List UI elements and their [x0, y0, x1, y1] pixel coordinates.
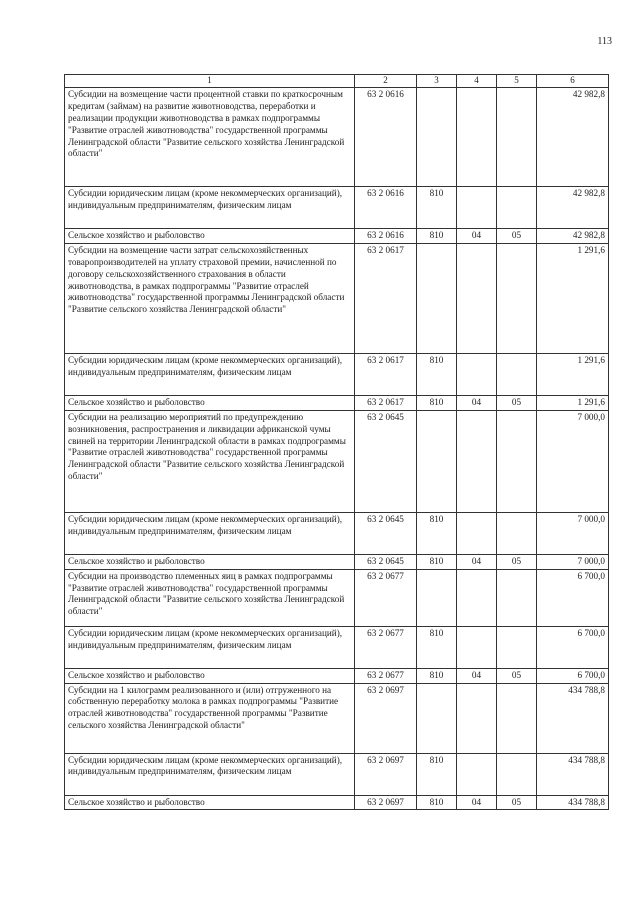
- code-cell: 63 2 0616: [355, 228, 417, 243]
- subsection-cell: [497, 512, 537, 554]
- description-cell: Субсидии на возмещение части затрат сельскохозяйственных товаропроизводителей на уплату страховой премии, начисленной по договору сельскохозяйственного страхования в области животноводства, в рамках подпрограммы "Развитие отраслей животноводства" государственной программы Ленинградской области "Развитие сельского хозяйства Ленинградской области": [65, 243, 355, 353]
- subsection-cell: [497, 87, 537, 186]
- amount-cell: 6 700,0: [537, 569, 609, 626]
- subsection-cell: [497, 186, 537, 228]
- header-cell: 1: [65, 75, 355, 88]
- subsection-cell: [497, 243, 537, 353]
- subsection-cell: [497, 626, 537, 668]
- code-cell: 63 2 0697: [355, 795, 417, 810]
- expense-type-cell: 810: [417, 753, 457, 795]
- expense-type-cell: [417, 410, 457, 512]
- amount-cell: 7 000,0: [537, 512, 609, 554]
- subsection-cell: 05: [497, 795, 537, 810]
- subsection-cell: 05: [497, 554, 537, 569]
- code-cell: 63 2 0645: [355, 554, 417, 569]
- subsection-cell: [497, 683, 537, 753]
- code-cell: 63 2 0697: [355, 683, 417, 753]
- description-cell: Сельское хозяйство и рыболовство: [65, 795, 355, 810]
- code-cell: 63 2 0617: [355, 395, 417, 410]
- table-row: [65, 87, 609, 186]
- amount-cell: 1 291,6: [537, 395, 609, 410]
- description-cell: Субсидии юридическим лицам (кроме некоммерческих организаций), индивидуальным предпринимателям, физическим лицам: [65, 512, 355, 554]
- description-cell: Субсидии на производство племенных яиц в рамках подпрограммы "Развитие отраслей животноводства" государственной программы Ленинградской области "Развитие сельского хозяйства Ленинградской области": [65, 569, 355, 626]
- page-number: 113: [597, 36, 612, 47]
- header-cell: 2: [355, 75, 417, 88]
- description-cell: Сельское хозяйство и рыболовство: [65, 554, 355, 569]
- expense-type-cell: 810: [417, 512, 457, 554]
- expense-type-cell: 810: [417, 186, 457, 228]
- expense-type-cell: 810: [417, 554, 457, 569]
- subsection-cell: [497, 753, 537, 795]
- expense-type-cell: 810: [417, 353, 457, 395]
- expense-type-cell: [417, 569, 457, 626]
- expense-type-cell: 810: [417, 795, 457, 810]
- table-row: [65, 753, 609, 795]
- section-cell: [457, 186, 497, 228]
- description-cell: Субсидии на реализацию мероприятий по предупреждению возникновения, распространения и ликвидации африканской чумы свиней на территории Ленинградской области в рамках подпрограммы "Развитие отраслей животноводства" государственной программы Ленинградской области "Развитие сельского хозяйства Ленинградской области": [65, 410, 355, 512]
- amount-cell: 7 000,0: [537, 554, 609, 569]
- expense-type-cell: [417, 683, 457, 753]
- amount-cell: 42 982,8: [537, 87, 609, 186]
- section-cell: 04: [457, 668, 497, 683]
- code-cell: 63 2 0616: [355, 186, 417, 228]
- description-cell: Субсидии юридическим лицам (кроме некоммерческих организаций), индивидуальным предпринимателям, физическим лицам: [65, 626, 355, 668]
- expense-type-cell: 810: [417, 228, 457, 243]
- code-cell: 63 2 0617: [355, 243, 417, 353]
- table-row: [65, 795, 609, 810]
- description-cell: Субсидии на возмещение части процентной ставки по краткосрочным кредитам (займам) на развитие животноводства, переработки и реализации продукции животноводства в рамках подпрограммы "Развитие отраслей животноводства" государственной программы Ленинградской области "Развитие сельского хозяйства Ленинградской области": [65, 87, 355, 186]
- section-cell: [457, 626, 497, 668]
- budget-table: [64, 74, 609, 810]
- section-cell: 04: [457, 228, 497, 243]
- expense-type-cell: [417, 87, 457, 186]
- amount-cell: 42 982,8: [537, 186, 609, 228]
- code-cell: 63 2 0677: [355, 668, 417, 683]
- description-cell: Сельское хозяйство и рыболовство: [65, 228, 355, 243]
- description-cell: Субсидии на 1 килограмм реализованного и (или) отгруженного на собственную переработку молока в рамках подпрограммы "Развитие отраслей животноводства" государственной программы "Развитие сельского хозяйства Ленинградской области": [65, 683, 355, 753]
- table-row: [65, 395, 609, 410]
- table-row: [65, 410, 609, 512]
- description-cell: Сельское хозяйство и рыболовство: [65, 395, 355, 410]
- code-cell: 63 2 0645: [355, 512, 417, 554]
- code-cell: 63 2 0677: [355, 569, 417, 626]
- table-row: [65, 626, 609, 668]
- header-cell: 4: [457, 75, 497, 88]
- description-cell: Сельское хозяйство и рыболовство: [65, 668, 355, 683]
- header-cell: 6: [537, 75, 609, 88]
- description-cell: Субсидии юридическим лицам (кроме некоммерческих организаций), индивидуальным предпринимателям, физическим лицам: [65, 753, 355, 795]
- code-cell: 63 2 0697: [355, 753, 417, 795]
- amount-cell: 6 700,0: [537, 626, 609, 668]
- subsection-cell: [497, 410, 537, 512]
- section-cell: 04: [457, 395, 497, 410]
- header-cell: 3: [417, 75, 457, 88]
- table-row: [65, 228, 609, 243]
- section-cell: [457, 243, 497, 353]
- amount-cell: 434 788,8: [537, 683, 609, 753]
- table-row: [65, 512, 609, 554]
- section-cell: [457, 353, 497, 395]
- subsection-cell: [497, 353, 537, 395]
- code-cell: 63 2 0616: [355, 87, 417, 186]
- table-row: [65, 243, 609, 353]
- subsection-cell: [497, 569, 537, 626]
- description-cell: Субсидии юридическим лицам (кроме некоммерческих организаций), индивидуальным предпринимателям, физическим лицам: [65, 186, 355, 228]
- section-cell: [457, 87, 497, 186]
- table-row: [65, 683, 609, 753]
- section-cell: [457, 569, 497, 626]
- subsection-cell: 05: [497, 228, 537, 243]
- expense-type-cell: 810: [417, 395, 457, 410]
- amount-cell: 434 788,8: [537, 795, 609, 810]
- header-cell: 5: [497, 75, 537, 88]
- amount-cell: 1 291,6: [537, 243, 609, 353]
- subsection-cell: 05: [497, 668, 537, 683]
- section-cell: [457, 753, 497, 795]
- description-cell: Субсидии юридическим лицам (кроме некоммерческих организаций), индивидуальным предпринимателям, физическим лицам: [65, 353, 355, 395]
- table-row: [65, 353, 609, 395]
- table-row: [65, 668, 609, 683]
- table-row: [65, 186, 609, 228]
- amount-cell: 434 788,8: [537, 753, 609, 795]
- amount-cell: 42 982,8: [537, 228, 609, 243]
- expense-type-cell: 810: [417, 626, 457, 668]
- amount-cell: 6 700,0: [537, 668, 609, 683]
- section-cell: 04: [457, 795, 497, 810]
- expense-type-cell: 810: [417, 668, 457, 683]
- section-cell: [457, 410, 497, 512]
- table-header-row: [65, 75, 609, 88]
- section-cell: [457, 683, 497, 753]
- code-cell: 63 2 0677: [355, 626, 417, 668]
- section-cell: 04: [457, 554, 497, 569]
- amount-cell: 1 291,6: [537, 353, 609, 395]
- table-row: [65, 569, 609, 626]
- code-cell: 63 2 0617: [355, 353, 417, 395]
- subsection-cell: 05: [497, 395, 537, 410]
- expense-type-cell: [417, 243, 457, 353]
- amount-cell: 7 000,0: [537, 410, 609, 512]
- section-cell: [457, 512, 497, 554]
- table-row: [65, 554, 609, 569]
- code-cell: 63 2 0645: [355, 410, 417, 512]
